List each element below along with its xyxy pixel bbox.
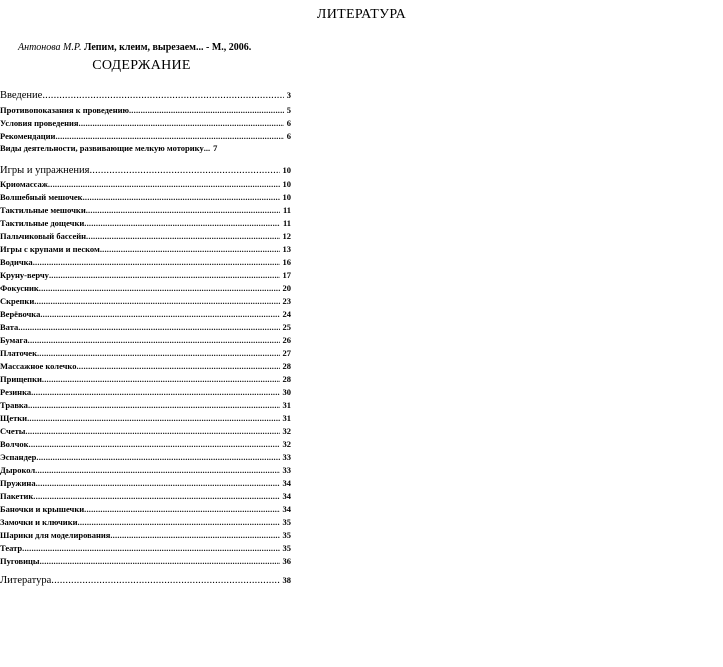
page-title: ЛИТЕРАТУРА bbox=[316, 7, 407, 22]
toc-label: Верёвочка bbox=[0, 309, 41, 319]
toc-leader bbox=[86, 204, 280, 217]
toc-page-number: 34 bbox=[282, 491, 291, 501]
toc-page-number: 11 bbox=[282, 205, 291, 215]
toc-page-number: 28 bbox=[282, 374, 291, 384]
toc-leader bbox=[31, 386, 279, 399]
toc-row bbox=[0, 477, 291, 490]
toc-page-number: 10 bbox=[282, 165, 291, 175]
toc-row bbox=[0, 542, 291, 555]
toc-leader bbox=[76, 360, 279, 373]
toc-label: Фокусник bbox=[0, 283, 39, 293]
toc-label: Скрепки bbox=[0, 296, 35, 306]
toc-row bbox=[0, 425, 291, 438]
toc-page-number: 28 bbox=[282, 361, 291, 371]
toc-label: Эспандер bbox=[0, 452, 37, 462]
toc-page-number: 36 bbox=[282, 556, 291, 566]
toc-page-number: 16 bbox=[282, 257, 291, 267]
toc-page-number: 33 bbox=[282, 465, 291, 475]
toc-leader bbox=[40, 555, 280, 568]
toc-page-number: 27 bbox=[282, 348, 291, 358]
toc-row bbox=[0, 386, 291, 399]
toc-leader bbox=[100, 243, 280, 256]
toc-page-number: 31 bbox=[282, 400, 291, 410]
toc-row bbox=[0, 438, 291, 451]
toc-label: Криомассаж bbox=[0, 179, 48, 189]
toc-page-number: 23 bbox=[282, 296, 291, 306]
toc-leader bbox=[36, 451, 279, 464]
toc-label: Дырокол bbox=[0, 465, 36, 475]
toc-page-number: 25 bbox=[282, 322, 291, 332]
toc-label: Пакетик bbox=[0, 491, 34, 501]
toc-row bbox=[0, 412, 291, 425]
toc-leader bbox=[33, 490, 279, 503]
toc-row bbox=[0, 399, 291, 412]
toc-row bbox=[0, 164, 291, 177]
toc-leader bbox=[36, 477, 280, 490]
toc-page-number: 35 bbox=[282, 517, 291, 527]
reference-line bbox=[18, 42, 308, 53]
toc-page-number: 35 bbox=[282, 543, 291, 553]
reference-text: Лепим, клеим, вырезаем... - М., 2006. bbox=[83, 42, 252, 53]
toc-page-number: 3 bbox=[286, 90, 291, 100]
toc-row bbox=[0, 104, 291, 117]
toc-label: Счеты bbox=[0, 426, 26, 436]
toc-leader bbox=[22, 542, 279, 555]
toc-leader bbox=[34, 295, 279, 308]
toc-row bbox=[0, 451, 291, 464]
toc-leader bbox=[29, 438, 280, 451]
toc-page-number: 20 bbox=[282, 283, 291, 293]
toc-leader bbox=[83, 191, 280, 204]
toc-row bbox=[0, 191, 291, 204]
toc-row bbox=[0, 204, 291, 217]
toc-leader bbox=[40, 308, 279, 321]
toc-page-number: 12 bbox=[282, 231, 291, 241]
reference-author: Антонова М.Р. bbox=[18, 42, 82, 53]
toc-label: Театр bbox=[0, 543, 23, 553]
toc-row bbox=[0, 295, 291, 308]
toc-label: Виды деятельности, развивающие мелкую моторику bbox=[0, 143, 204, 153]
toc-row bbox=[0, 243, 291, 256]
toc-label: Пуговицы bbox=[0, 556, 40, 566]
toc-label: Замочки и ключики bbox=[0, 517, 78, 527]
toc-page-number: 7 bbox=[213, 143, 218, 153]
toc-label: Вата bbox=[0, 322, 19, 332]
toc-page-number: 32 bbox=[282, 439, 291, 449]
toc-row bbox=[0, 256, 291, 269]
toc-label: Пружина bbox=[0, 478, 36, 488]
toc-leader bbox=[129, 104, 284, 117]
toc-label: Волшебный мешочек bbox=[0, 192, 83, 202]
toc-page-number: 6 bbox=[286, 118, 291, 128]
toc-label: Тактильные дощечки bbox=[0, 218, 85, 228]
toc-leader bbox=[28, 334, 280, 347]
toc-label: Волчок bbox=[0, 439, 29, 449]
toc-leader bbox=[39, 282, 280, 295]
toc-label: Травка bbox=[0, 400, 28, 410]
toc-row bbox=[0, 117, 291, 130]
toc-leader bbox=[18, 321, 279, 334]
toc-page-number: 24 bbox=[282, 309, 291, 319]
toc-label: Платочек bbox=[0, 348, 37, 358]
toc-page-number: 6 bbox=[286, 131, 291, 141]
toc-leader bbox=[49, 269, 280, 282]
toc-label: Бумага bbox=[0, 335, 28, 345]
toc-row bbox=[0, 142, 217, 155]
toc-row bbox=[0, 503, 291, 516]
toc-label: Литература bbox=[0, 575, 52, 586]
toc-page-number: 33 bbox=[282, 452, 291, 462]
toc-label: Тактильные мешочки bbox=[0, 205, 86, 215]
toc-row bbox=[0, 347, 291, 360]
toc-row bbox=[0, 230, 291, 243]
toc-leader bbox=[25, 425, 279, 438]
toc-leader bbox=[42, 89, 283, 102]
toc-leader bbox=[84, 503, 279, 516]
toc-leader bbox=[35, 464, 279, 477]
toc-row bbox=[0, 89, 291, 102]
contents-heading: СОДЕРЖАНИЕ bbox=[92, 58, 191, 73]
toc-page-number: 32 bbox=[282, 426, 291, 436]
toc-label: Водичка bbox=[0, 257, 33, 267]
toc-row bbox=[0, 574, 291, 587]
toc-page-number: 13 bbox=[282, 244, 291, 254]
toc-page-number: 30 bbox=[282, 387, 291, 397]
toc-label: Противопоказания к проведению bbox=[0, 105, 129, 115]
toc-page-number: 34 bbox=[282, 504, 291, 514]
toc-row bbox=[0, 308, 291, 321]
toc-leader bbox=[86, 230, 279, 243]
toc-leader bbox=[78, 516, 280, 529]
toc-leader bbox=[89, 164, 279, 177]
toc-row bbox=[0, 373, 291, 386]
toc-row bbox=[0, 334, 291, 347]
toc-label: Баночки и крышечки bbox=[0, 504, 85, 514]
toc-row bbox=[0, 555, 291, 568]
toc-label: Щетки bbox=[0, 413, 28, 423]
toc-page-number: 34 bbox=[282, 478, 291, 488]
toc-label: Массажное колечко bbox=[0, 361, 77, 371]
toc-page-number: 38 bbox=[282, 575, 291, 585]
toc-leader bbox=[42, 373, 280, 386]
toc-row bbox=[0, 360, 291, 373]
toc-row bbox=[0, 490, 291, 503]
toc-label: Пальчиковый бассейн bbox=[0, 231, 87, 241]
toc-page-number: 11 bbox=[282, 218, 291, 228]
toc-row bbox=[0, 178, 291, 191]
toc-leader bbox=[84, 217, 280, 230]
toc-row bbox=[0, 464, 291, 477]
toc-page-number: 10 bbox=[282, 179, 291, 189]
toc-page-number: 26 bbox=[282, 335, 291, 345]
toc-label: Игры с крупами и песком bbox=[0, 244, 100, 254]
toc-leader bbox=[33, 256, 280, 269]
toc-leader bbox=[28, 399, 280, 412]
toc-row bbox=[0, 269, 291, 282]
toc-leader: ... bbox=[203, 143, 211, 153]
toc-label: Условия проведения bbox=[0, 118, 79, 128]
toc-page-number: 31 bbox=[282, 413, 291, 423]
toc-row bbox=[0, 516, 291, 529]
toc-label: Шарики для моделирования bbox=[0, 530, 111, 540]
toc-label: Рекомендации bbox=[0, 131, 56, 141]
toc-page-number: 17 bbox=[282, 270, 291, 280]
toc-row bbox=[0, 217, 291, 230]
toc-leader bbox=[37, 347, 280, 360]
toc-leader bbox=[110, 529, 279, 542]
toc-leader bbox=[51, 574, 279, 587]
toc-label: Резинка bbox=[0, 387, 32, 397]
toc-row bbox=[0, 529, 291, 542]
toc-leader bbox=[79, 117, 284, 130]
toc-label: Игры и упражнения bbox=[0, 165, 90, 176]
toc-row bbox=[0, 321, 291, 334]
toc-label: Круну-верчу bbox=[0, 270, 49, 280]
toc-label: Введение bbox=[0, 90, 43, 101]
toc-page-number: 35 bbox=[282, 530, 291, 540]
toc-page-number: 10 bbox=[282, 192, 291, 202]
toc-page-number: 5 bbox=[286, 105, 291, 115]
toc-label: Прищепки bbox=[0, 374, 42, 384]
toc-row bbox=[0, 282, 291, 295]
toc-leader bbox=[27, 412, 279, 425]
toc-leader bbox=[48, 178, 280, 191]
